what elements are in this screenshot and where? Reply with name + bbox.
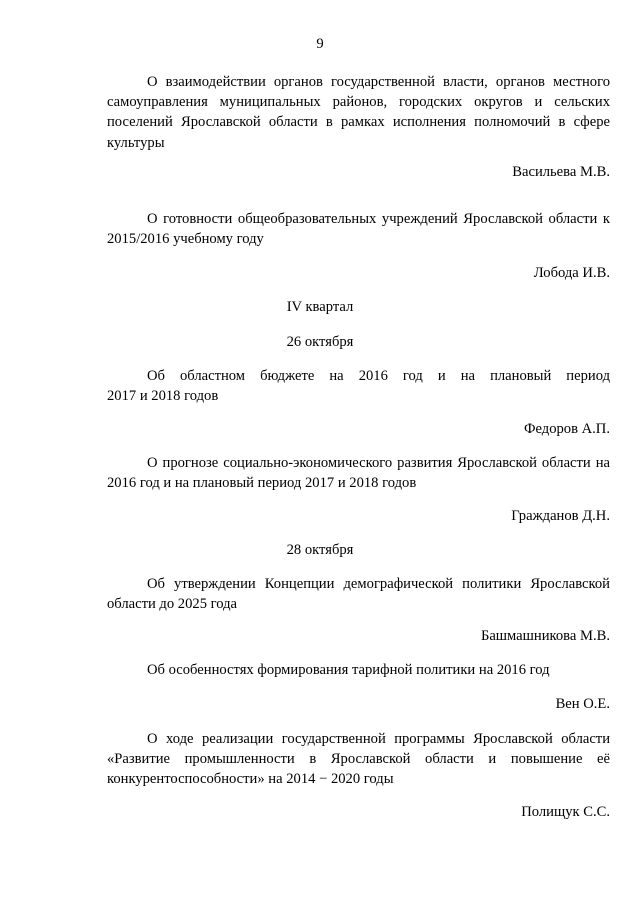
agenda-item-forecast-author: Гражданов Д.Н. bbox=[511, 508, 610, 524]
page-number: 9 bbox=[316, 36, 324, 52]
agenda-item-industry-author: Полищук С.С. bbox=[521, 804, 610, 820]
agenda-item-schools-author: Лобода И.В. bbox=[533, 265, 610, 281]
agenda-item-budget-author: Федоров А.П. bbox=[523, 421, 610, 437]
agenda-item-budget-line1: Об областном бюджете на 2016 год и на плановый период bbox=[147, 368, 610, 384]
agenda-item-forecast-text: О прогнозе социально-экономического развития Ярославской области на 2016 год и на плановый период 2017 и 2018 годов bbox=[107, 455, 610, 492]
agenda-item-tariff-author: Вен О.Е. bbox=[555, 696, 610, 712]
agenda-item-schools-text: О готовности общеобразовательных учреждений Ярославской области к 2015/2016 учебному году bbox=[107, 211, 610, 248]
date-heading-oct-28: 28 октября bbox=[286, 542, 354, 558]
quarter-heading: IV квартал bbox=[286, 299, 354, 315]
agenda-item-budget bbox=[107, 366, 610, 406]
agenda-item-budget-line2: 2017 и 2018 годов bbox=[107, 388, 219, 405]
agenda-item-demography-text: Об утверждении Концепции демографической политики Ярославской области до 2025 года bbox=[107, 576, 610, 613]
agenda-item-tariff-text: Об особенностях формирования тарифной политики на 2016 год bbox=[147, 662, 550, 678]
date-heading-oct-26: 26 октября bbox=[286, 334, 354, 350]
agenda-item-culture-text: О взаимодействии органов государственной власти, органов местного самоуправления муниципальных районов, городских округов и сельских поселений Ярославской области в рамках исполнения полномочий в сфере культуры bbox=[107, 74, 610, 151]
agenda-item-demography-author: Башмашникова М.В. bbox=[480, 628, 610, 644]
agenda-item-culture-author: Васильева М.В. bbox=[512, 164, 610, 180]
agenda-item-industry-text: О ходе реализации государственной программы Ярославской области «Развитие промышленности в Ярославской области и повышение её конкурентоспособности» на 2014 − 2020 годы bbox=[107, 731, 610, 788]
